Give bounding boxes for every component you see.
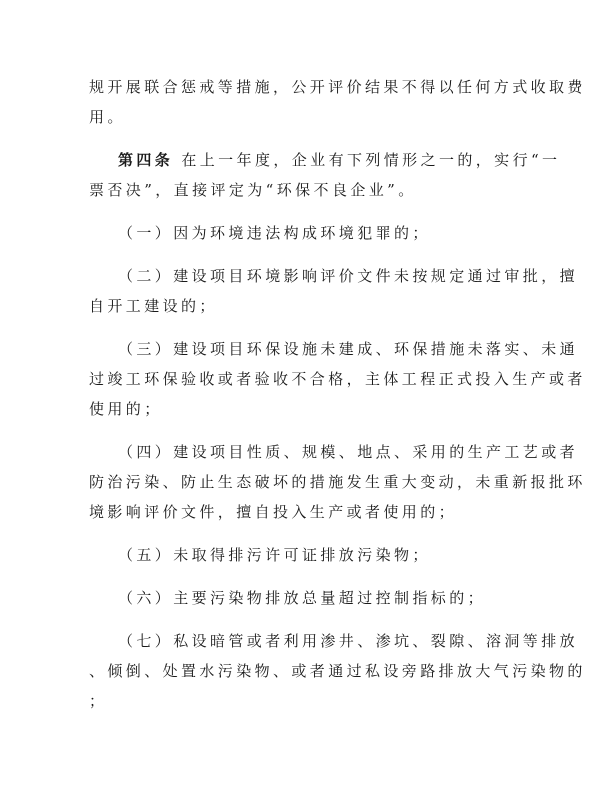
clause-2-line-1: （二）建设项目环境影响评价文件未按规定通过审批，擅 (118, 267, 579, 285)
clause-1: （一）因为环境违法构成环境犯罪的； (118, 224, 431, 242)
clause-5: （五）未取得排污许可证排放污染物； (118, 546, 431, 564)
clause-2-line-2: 自开工建设的； (89, 297, 218, 315)
clause-4-line-1: （四）建设项目性质、规模、地点、采用的生产工艺或者 (118, 443, 579, 461)
clause-3-line-3: 使用的； (89, 400, 163, 418)
clause-6: （六）主要污染物排放总量超过控制指标的； (118, 589, 487, 607)
clause-7-line-1: （七）私设暗管或者利用渗井、渗坑、裂隙、溶洞等排放 (118, 632, 579, 650)
clause-7-line-2: 、倾倒、处置水污染物、或者通过私设旁路排放大气污染物的 (89, 662, 586, 680)
article-label: 第四条 (118, 151, 174, 169)
clause-3-line-2: 过竣工环保验收或者验收不合格，主体工程正式投入生产或者 (89, 370, 586, 388)
text-line-4: 票否决”，直接评定为“环保不良企业”。 (89, 181, 417, 199)
clause-4-line-3: 境影响评价文件，擅自投入生产或者使用的； (89, 503, 458, 521)
text-line-2: 用。 (89, 108, 126, 126)
clause-3-line-1: （三）建设项目环保设施未建成、环保措施未落实、未通 (118, 340, 579, 358)
article-4-text: 在上一年度，企业有下列情形之一的，实行“一 (181, 151, 561, 169)
article-4-first-line (118, 150, 561, 170)
text-line-1: 规开展联合惩戒等措施，公开评价结果不得以任何方式收取费 (89, 78, 586, 96)
clause-4-line-2: 防治污染、防止生态破坏的措施发生重大变动，未重新报批环 (89, 473, 586, 491)
clause-7-line-3: ； (89, 692, 108, 710)
